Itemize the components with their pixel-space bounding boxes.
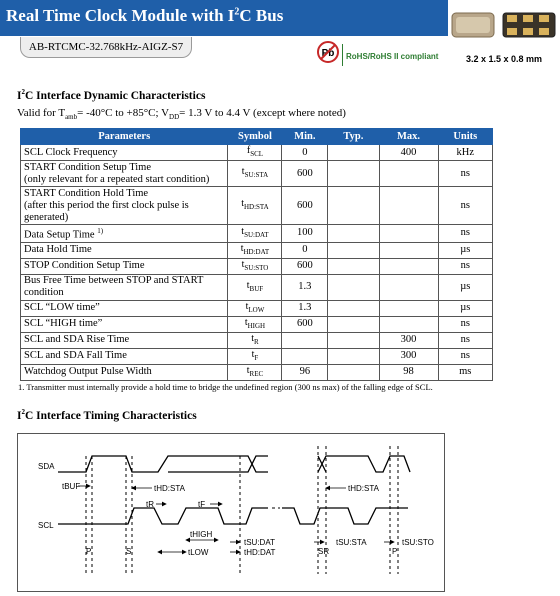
sda-waveform-2 <box>168 456 268 472</box>
symbol-cell: $t_R$ <box>228 332 282 348</box>
pb-badge-text: Pb <box>321 48 335 59</box>
max-cell <box>379 242 438 258</box>
param-cell: SCL Clock Frequency <box>21 145 228 161</box>
tsudat-label: tSU:DAT <box>244 538 275 547</box>
header-symbol: Symbol <box>228 129 282 145</box>
scl-label: SCL <box>38 521 54 530</box>
param-cell: START Condition Hold Time (after this period the first clock pulse is generated) <box>21 187 228 225</box>
unit-cell: µs <box>438 274 492 300</box>
param-cell: SCL and SDA Fall Time <box>21 348 228 364</box>
typ-cell <box>328 274 379 300</box>
typ-cell <box>328 187 379 225</box>
unit-cell: ns <box>438 161 492 187</box>
min-cell: 0 <box>282 145 328 161</box>
typ-cell <box>328 242 379 258</box>
min-cell: 96 <box>282 364 328 380</box>
param-cell: STOP Condition Setup Time <box>21 258 228 274</box>
min-cell: 1.3 <box>282 274 328 300</box>
table-row <box>21 300 493 316</box>
param-cell: SCL and SDA Rise Time <box>21 332 228 348</box>
section-title-timing: $I^2C$ Interface Timing Characteristics <box>17 408 197 422</box>
table-row <box>21 145 493 161</box>
param-cell: START Condition Setup Time (only relevant for a repeated start condition) <box>21 161 228 187</box>
max-cell <box>379 316 438 332</box>
typ-cell <box>328 225 379 243</box>
table-row <box>21 187 493 225</box>
table-row <box>21 258 493 274</box>
sda-waveform-3 <box>318 456 410 472</box>
tr-label: tR <box>146 500 154 509</box>
tf-label: tF <box>198 500 206 509</box>
stop-label-2: P <box>392 547 398 556</box>
symbol-cell: $f_{SCL}$ <box>228 145 282 161</box>
header-units: Units <box>438 129 492 145</box>
symbol-cell: $t_{SU:STO}$ <box>228 258 282 274</box>
header-banner <box>0 0 448 36</box>
param-cell: Bus Free Time between STOP and START condition <box>21 274 228 300</box>
part-number-tab: AB-RTCMC-32.768kHz-AIGZ-S7 <box>20 37 192 58</box>
pb-free-icon <box>316 40 340 64</box>
chip-image-pads <box>502 12 556 38</box>
symbol-cell: $t_{LOW}$ <box>228 300 282 316</box>
timing-diagram <box>17 433 445 592</box>
unit-cell: ns <box>438 348 492 364</box>
conditions-text: Valid for $T_{amb}= -40^\circ C$ to +85°C; $V_{DD}= 1.3$ V to 4.4 V (except where noted) <box>17 107 346 122</box>
rohs-divider <box>342 44 343 66</box>
chip-image-plain <box>451 12 495 38</box>
symbol-cell: $t_{BUF}$ <box>228 274 282 300</box>
typ-cell <box>328 161 379 187</box>
param-cell: SCL “HIGH time” <box>21 316 228 332</box>
symbol-cell: $t_{REC}$ <box>228 364 282 380</box>
header-max: Max. <box>379 129 438 145</box>
unit-cell: ms <box>438 364 492 380</box>
package-dimensions: 3.2 x 1.5 x 0.8 mm <box>466 54 543 64</box>
min-cell: 600 <box>282 258 328 274</box>
repeated-start-label: SR <box>318 547 330 556</box>
param-cell: SCL “LOW time” <box>21 300 228 316</box>
thdsta2-label: tHD:STA <box>348 484 379 493</box>
tbuf-label: tBUF <box>62 482 81 491</box>
param-cell: Data Setup Time $^{1)}$ <box>21 225 228 243</box>
tlow-label: tLOW <box>188 548 209 557</box>
param-cell: Data Hold Time <box>21 242 228 258</box>
unit-cell: µs <box>438 242 492 258</box>
max-cell: 400 <box>379 145 438 161</box>
typ-cell <box>328 145 379 161</box>
table-header-row <box>21 129 493 145</box>
typ-cell <box>328 300 379 316</box>
header-min: Min. <box>282 129 328 145</box>
timing-diagram-svg <box>18 434 444 591</box>
unit-cell: kHz <box>438 145 492 161</box>
unit-cell: ns <box>438 225 492 243</box>
thigh-label: tHIGH <box>190 530 213 539</box>
max-cell <box>379 187 438 225</box>
max-cell: 98 <box>379 364 438 380</box>
min-cell: 100 <box>282 225 328 243</box>
symbol-cell: $t_F$ <box>228 348 282 364</box>
max-cell: 300 <box>379 348 438 364</box>
unit-cell: µs <box>438 300 492 316</box>
typ-cell <box>328 364 379 380</box>
document-title: Real Time Clock Module with $I^2C$ Bus <box>6 6 284 25</box>
tsusto-label: tSU:STO <box>402 538 434 547</box>
header-typ: Typ. <box>328 129 379 145</box>
typ-cell <box>328 316 379 332</box>
unit-cell: ns <box>438 187 492 225</box>
thdsta-label: tHD:STA <box>154 484 185 493</box>
max-cell <box>379 300 438 316</box>
sda-waveform <box>58 456 268 472</box>
table-row <box>21 161 493 187</box>
symbol-cell: $t_{SU:STA}$ <box>228 161 282 187</box>
section-title-dynamic: $I^2C$ Interface Dynamic Characteristics <box>17 88 206 102</box>
min-cell: 600 <box>282 161 328 187</box>
param-cell: Watchdog Output Pulse Width <box>21 364 228 380</box>
unit-cell: ns <box>438 332 492 348</box>
stop-label-1: P <box>86 547 92 556</box>
unit-cell: ns <box>438 316 492 332</box>
min-cell: 0 <box>282 242 328 258</box>
typ-cell <box>328 332 379 348</box>
footnote: 1. Transmitter must internally provide a hold time to bridge the undefined region (300 ns max) of the falling edge of SCL. <box>18 382 433 392</box>
typ-cell <box>328 258 379 274</box>
table-row <box>21 242 493 258</box>
max-cell <box>379 161 438 187</box>
table-row <box>21 364 493 380</box>
max-cell <box>379 274 438 300</box>
min-cell <box>282 348 328 364</box>
start-label: S <box>126 547 132 556</box>
thddat-label: tHD:DAT <box>244 548 276 557</box>
rohs-compliance-text: RoHS/RoHS II compliant <box>346 52 439 61</box>
symbol-cell: $t_{HIGH}$ <box>228 316 282 332</box>
header-parameters: Parameters <box>21 129 228 145</box>
table-row <box>21 348 493 364</box>
min-cell <box>282 332 328 348</box>
typ-cell <box>328 348 379 364</box>
symbol-cell: $t_{HD:DAT}$ <box>228 242 282 258</box>
max-cell <box>379 225 438 243</box>
tsusta-label: tSU:STA <box>336 538 367 547</box>
scl-waveform-2 <box>282 508 408 524</box>
symbol-cell: $t_{HD:STA}$ <box>228 187 282 225</box>
table-row <box>21 225 493 243</box>
table-row <box>21 274 493 300</box>
min-cell: 600 <box>282 187 328 225</box>
table-row <box>21 316 493 332</box>
symbol-cell: $t_{SU:DAT}$ <box>228 225 282 243</box>
table-row <box>21 332 493 348</box>
max-cell <box>379 258 438 274</box>
max-cell: 300 <box>379 332 438 348</box>
sda-label: SDA <box>38 462 55 471</box>
min-cell: 600 <box>282 316 328 332</box>
min-cell: 1.3 <box>282 300 328 316</box>
unit-cell: ns <box>438 258 492 274</box>
scl-waveform <box>58 508 268 524</box>
dynamic-characteristics-table <box>20 128 493 381</box>
